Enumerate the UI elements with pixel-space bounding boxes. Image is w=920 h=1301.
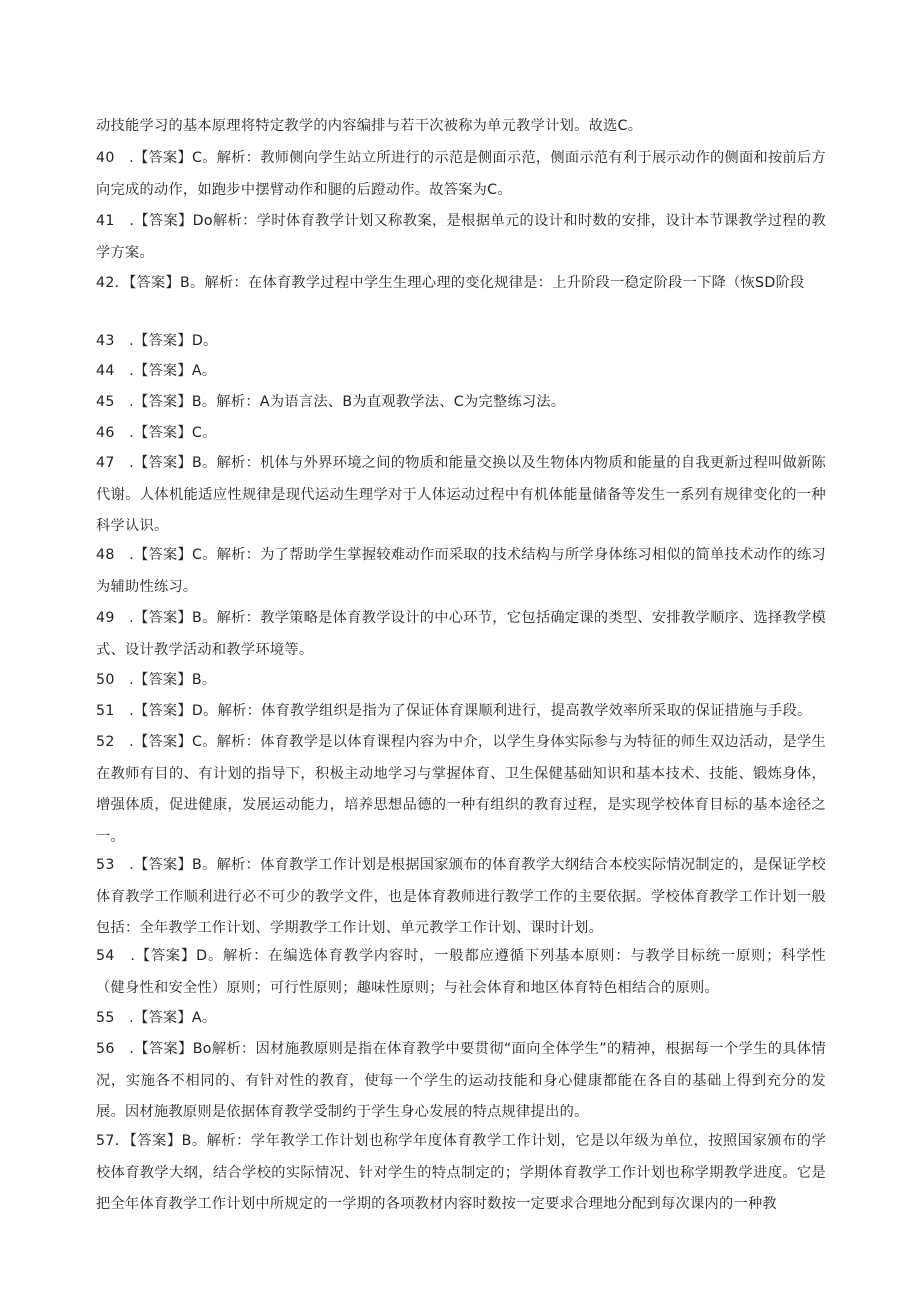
answer-54: 54 .【答案】D。解析：在编选体育教学内容时，一般都应遵循下列基本原则：与教学目标统一原则；科学性（健身性和安全性）原则；可行性原则；趣味性原则；与社会体育和地区体育特色相结合的原则。: [96, 948, 826, 996]
answer-48: 48 .【答案】C。解析：为了帮助学生掌握较难动作而采取的技术结构与所学身体练习相似的简单技术动作的练习为辅助性练习。: [96, 547, 826, 595]
answer-41: 41 .【答案】Do解析：学时体育教学计划又称教案，是根据单元的设计和时数的安排，设计本节课教学过程的教学方案。: [96, 213, 826, 261]
answer-52: 52 .【答案】C。解析：体育教学是以体育课程内容为中介，以学生身体实际参与为特征的师生双边活动，是学生在教师有目的、有计划的指导下，积极主动地学习与掌握体育、卫生保健基础知识和基本技术、技能、锻炼身体，增强体质，促进健康，发展运动能力，培养思想品德的一种有组织的教育过程，是实现学校体育目标的基本途径之一。: [96, 734, 826, 845]
paragraph-continuation: 动技能学习的基本原理将特定教学的内容编排与若干次被称为单元教学计划。故选C。: [96, 118, 643, 134]
answer-56: 56 .【答案】Bo解析：因材施教原则是指在体育教学中要贯彻“面向全体学生”的精神，根据每一个学生的具体情况，实施各不相同的、有针对性的教育，使每一个学生的运动技能和身心健康都能在各自的基础上得到充分的发展。因材施教原则是依据体育教学受制约于学生身心发展的特点规律提出的。: [96, 1041, 826, 1120]
answer-55: 55 .【答案】A。: [96, 1010, 217, 1026]
answer-50: 50 .【答案】B。: [96, 672, 217, 688]
answer-46: 46 .【答案】C。: [96, 425, 217, 441]
answer-47: 47 .【答案】B。解析：机体与外界环境之间的物质和能量交换以及生物体内物质和能量的自我更新过程叫做新陈代谢。人体机能适应性规律是现代运动生理学对于人体运动过程中有机体能量储备等发生一系列有规律变化的一种科学认识。: [96, 455, 826, 534]
answer-51: 51 .【答案】D。解析：体育教学组织是指为了保证体育课顺利进行，提高教学效率所采取的保证措施与手段。: [96, 703, 812, 719]
answer-53: 53 .【答案】B。解析：体育教学工作计划是根据国家颁布的体育教学大纲结合本校实际情况制定的，是保证学校体育教学工作顺利进行必不可少的教学文件，也是体育教师进行教学工作的主要依据。学校体育教学工作计划一般包括：全年教学工作计划、学期教学工作计划、单元教学工作计划、课时计划。: [96, 857, 826, 936]
answer-45: 45 .【答案】B。解析：A为语言法、B为直观教学法、C为完整练习法。: [96, 394, 566, 410]
answer-49: 49 .【答案】B。解析：教学策略是体育教学设计的中心环节，它包括确定课的类型、安排教学顺序、选择教学模式、设计教学活动和教学环境等。: [96, 610, 826, 658]
answer-44: 44 .【答案】A。: [96, 363, 217, 379]
answer-43: 43 .【答案】D。: [96, 333, 218, 349]
answer-57: 57．【答案】B。解析：学年教学工作计划也称学年度体育教学工作计划，它是以年级为单位，按照国家颁布的学校体育教学大纲，结合学校的实际情况、针对学生的特点制定的；学期体育教学工作计划也称学期教学进度。它是把全年体育教学工作计划中所规定的一学期的各项教材内容时数按一定要求合理地分配到每次课内的一种教: [96, 1133, 826, 1212]
answer-40: 40 .【答案】C。解析：教师侧向学生站立所进行的示范是侧面示范，侧面示范有利于展示动作的侧面和按前后方向完成的动作，如跑步中摆臂动作和腿的后蹬动作。故答案为C。: [96, 150, 826, 198]
answer-42: 42．【答案】B。解析：在体育教学过程中学生生理心理的变化规律是：上升阶段一稳定阶段一下降（恢SD阶段: [96, 275, 805, 291]
